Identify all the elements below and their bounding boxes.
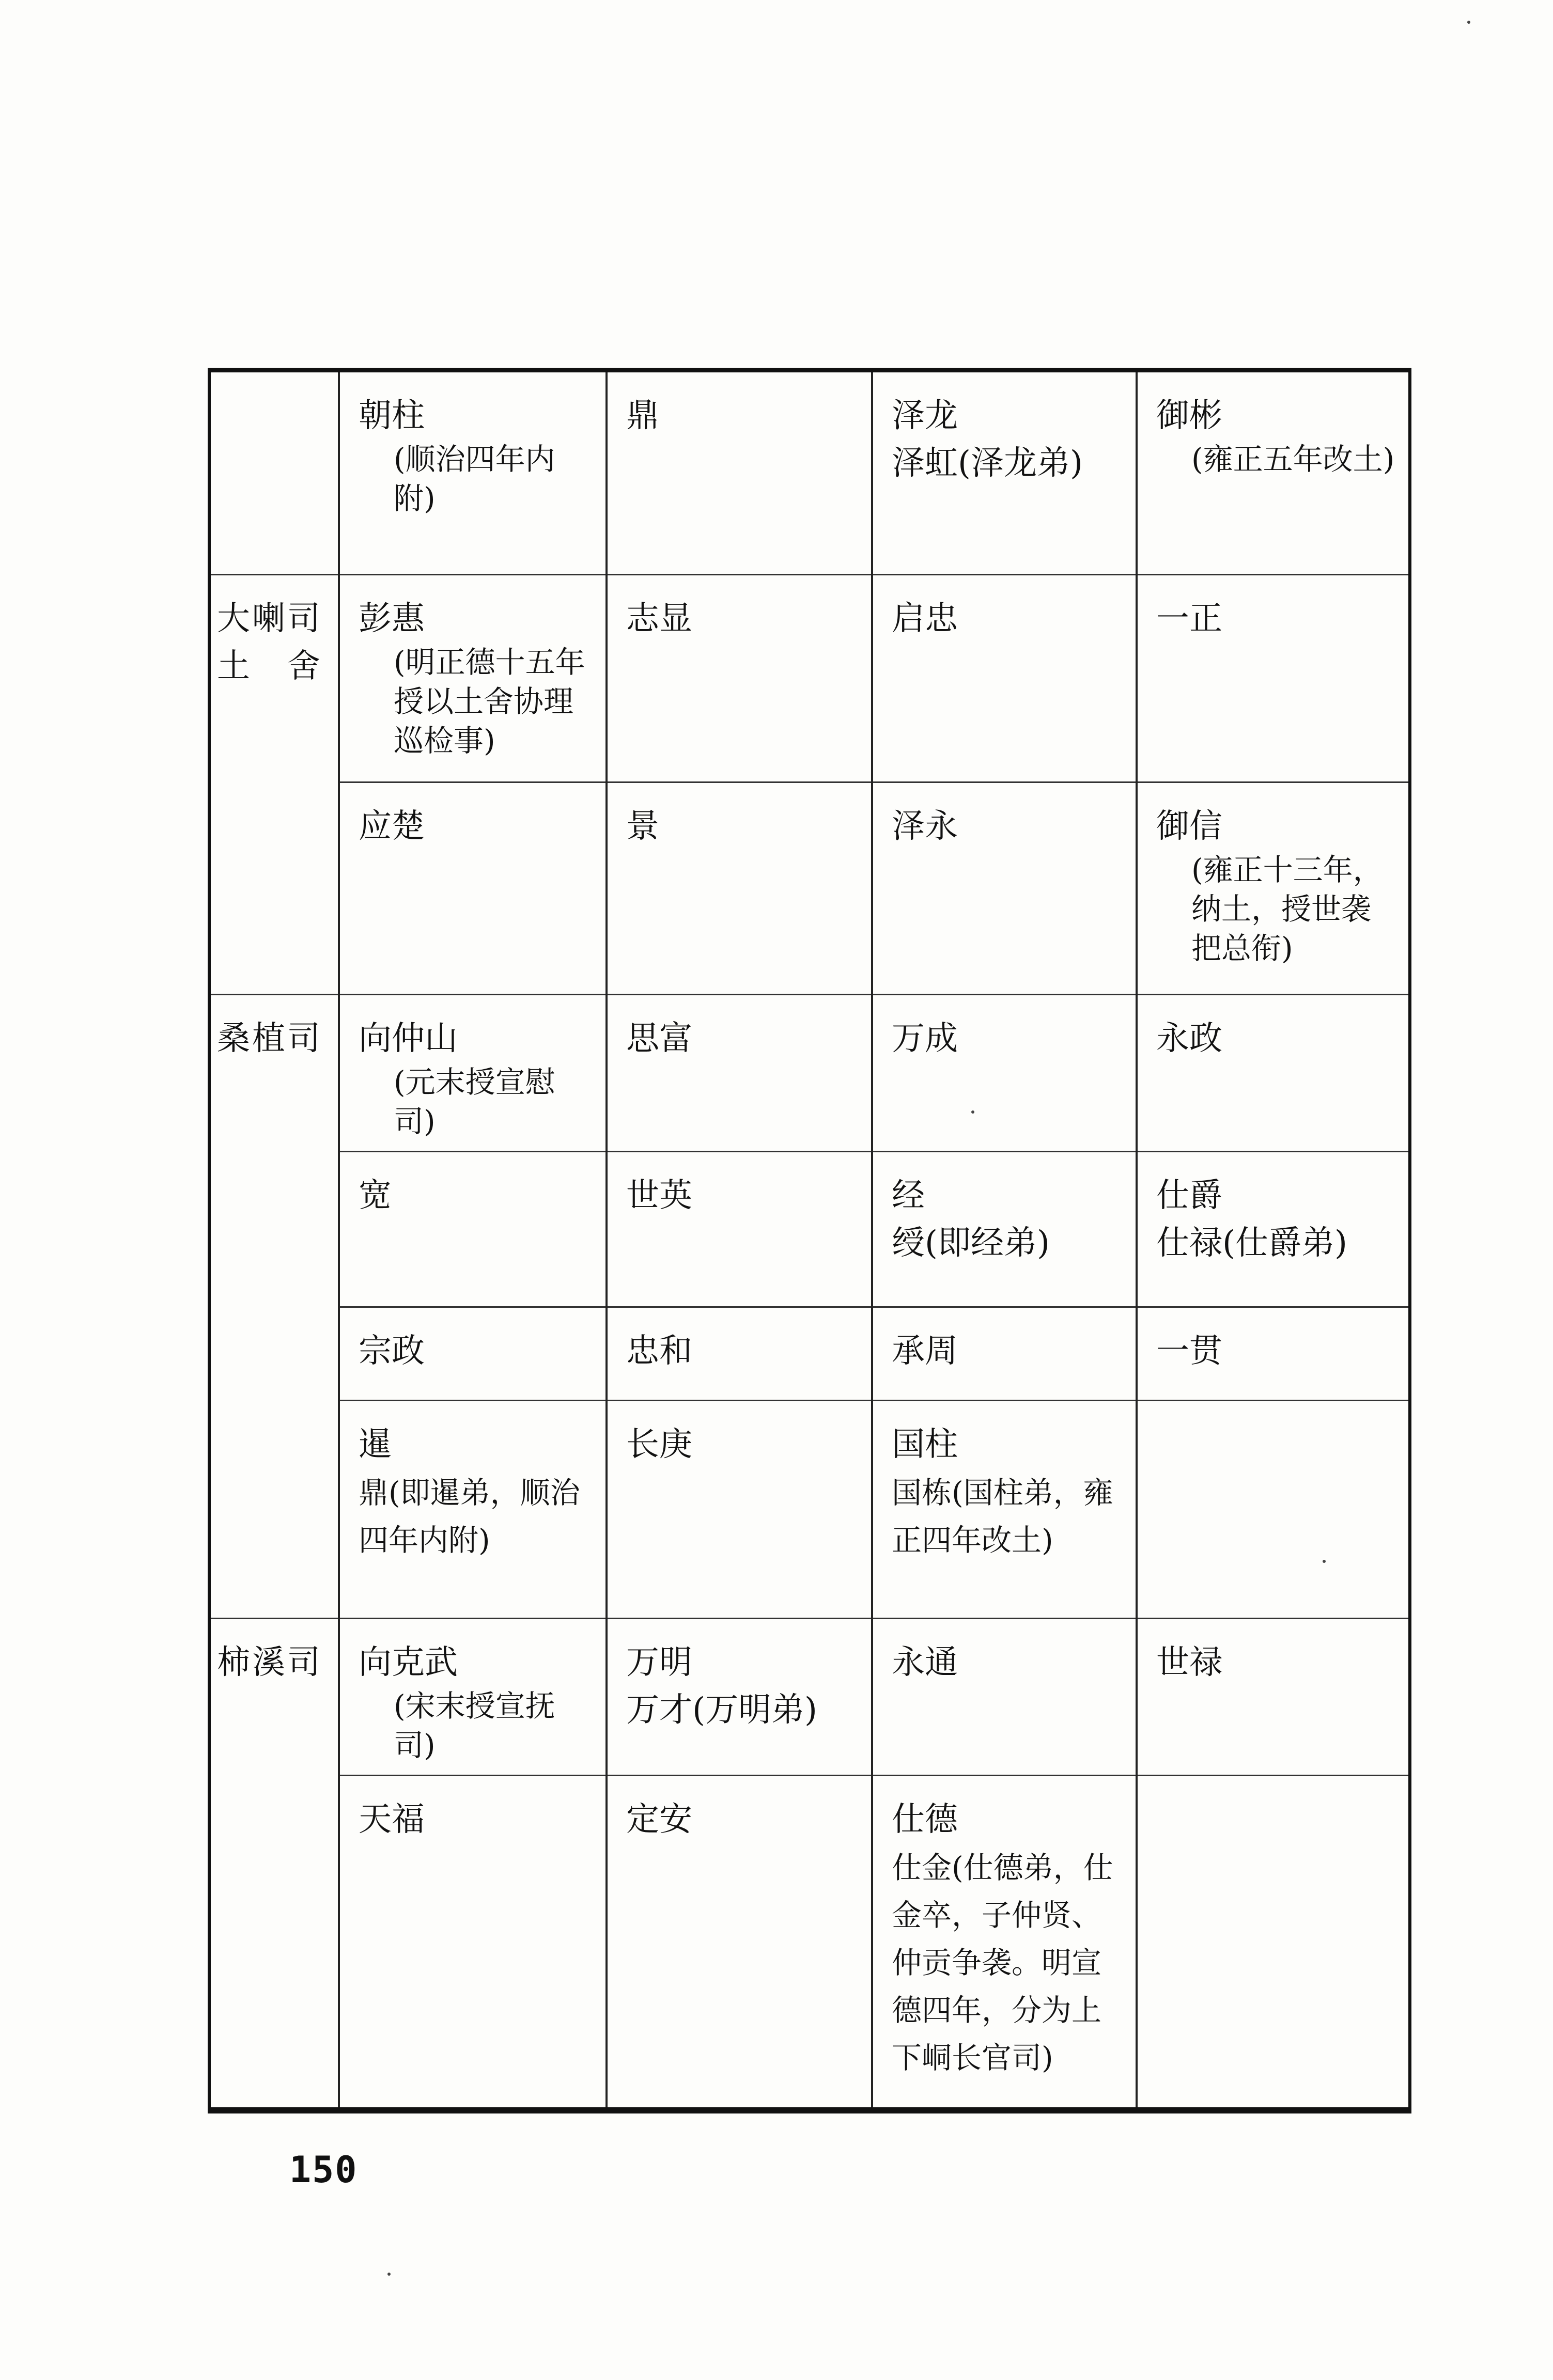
gen1-cell: 朝柱 (顺治四年内附)	[339, 372, 607, 575]
table-row	[211, 1775, 1408, 2107]
table-row	[211, 575, 1408, 782]
table-row	[211, 372, 1408, 575]
gen4-cell	[1137, 1401, 1408, 1619]
office-cell	[211, 372, 339, 575]
office-cell	[211, 1307, 339, 1401]
gen2-cell: 志显	[607, 575, 872, 782]
gen3-cell: 永通	[872, 1618, 1137, 1775]
gen4-cell: 一正	[1137, 575, 1408, 782]
genealogy-table	[211, 372, 1408, 2107]
gen3-cell: 承周	[872, 1307, 1137, 1401]
gen4-cell: 永政	[1137, 995, 1408, 1152]
gen1-cell: 宗政	[339, 1307, 607, 1401]
gen1-cell: 应楚	[339, 782, 607, 995]
gen1-cell: 向克武 (宋末授宣抚司)	[339, 1618, 607, 1775]
gen4-cell: 世禄	[1137, 1618, 1408, 1775]
gen2-cell: 思富	[607, 995, 872, 1152]
gen2-cell: 世英	[607, 1152, 872, 1307]
gen2-cell: 万明 万才(万明弟)	[607, 1618, 872, 1775]
gen1-cell: 天福	[339, 1775, 607, 2107]
gen4-cell: 御信 (雍正十三年，纳土，授世袭把总衔)	[1137, 782, 1408, 995]
table-row	[211, 1401, 1408, 1619]
office-cell	[211, 1775, 339, 2107]
gen1-cell: 彭惠 (明正德十五年授以土舍协理巡检事)	[339, 575, 607, 782]
office-cell: 柿溪司	[211, 1618, 339, 1775]
gen4-cell	[1137, 1775, 1408, 2107]
gen1-cell: 暹 鼎(即暹弟，顺治四年内附)	[339, 1401, 607, 1619]
gen2-cell: 定安	[607, 1775, 872, 2107]
gen4-cell: 御彬 (雍正五年改土)	[1137, 372, 1408, 575]
table-row	[211, 782, 1408, 995]
page-number: 150	[289, 2149, 358, 2191]
gen4-cell: 一贯	[1137, 1307, 1408, 1401]
gen2-cell: 鼎	[607, 372, 872, 575]
gen3-cell: 泽龙 泽虹(泽龙弟)	[872, 372, 1137, 575]
office-cell	[211, 782, 339, 995]
gen3-cell: 经 绶(即经弟)	[872, 1152, 1137, 1307]
gen2-cell: 长庚	[607, 1401, 872, 1619]
genealogy-table-frame	[208, 368, 1411, 2113]
office-cell: 桑植司	[211, 995, 339, 1152]
office-cell: 大喇司土 舍	[211, 575, 339, 782]
gen4-cell: 仕爵 仕禄(仕爵弟)	[1137, 1152, 1408, 1307]
office-cell	[211, 1152, 339, 1307]
gen1-cell: 宽	[339, 1152, 607, 1307]
gen3-cell: 泽永	[872, 782, 1137, 995]
gen3-cell: 万成	[872, 995, 1137, 1152]
table-row	[211, 1307, 1408, 1401]
table-row	[211, 995, 1408, 1152]
paper-speck	[971, 1110, 974, 1114]
gen2-cell: 忠和	[607, 1307, 872, 1401]
paper-speck	[1323, 1560, 1326, 1563]
table-row	[211, 1618, 1408, 1775]
gen2-cell: 景	[607, 782, 872, 995]
gen3-cell: 启忠	[872, 575, 1137, 782]
table-row	[211, 1152, 1408, 1307]
paper-speck	[387, 2273, 391, 2276]
office-cell	[211, 1401, 339, 1619]
gen3-cell: 国柱 国栋(国柱弟，雍正四年改土)	[872, 1401, 1137, 1619]
gen3-cell: 仕德 仕金(仕德弟，仕金卒，子仲贤、仲贡争袭。明宣德四年，分为上下峒长官司)	[872, 1775, 1137, 2107]
paper-speck	[1467, 21, 1470, 24]
gen1-cell: 向仲山 (元末授宣慰司)	[339, 995, 607, 1152]
